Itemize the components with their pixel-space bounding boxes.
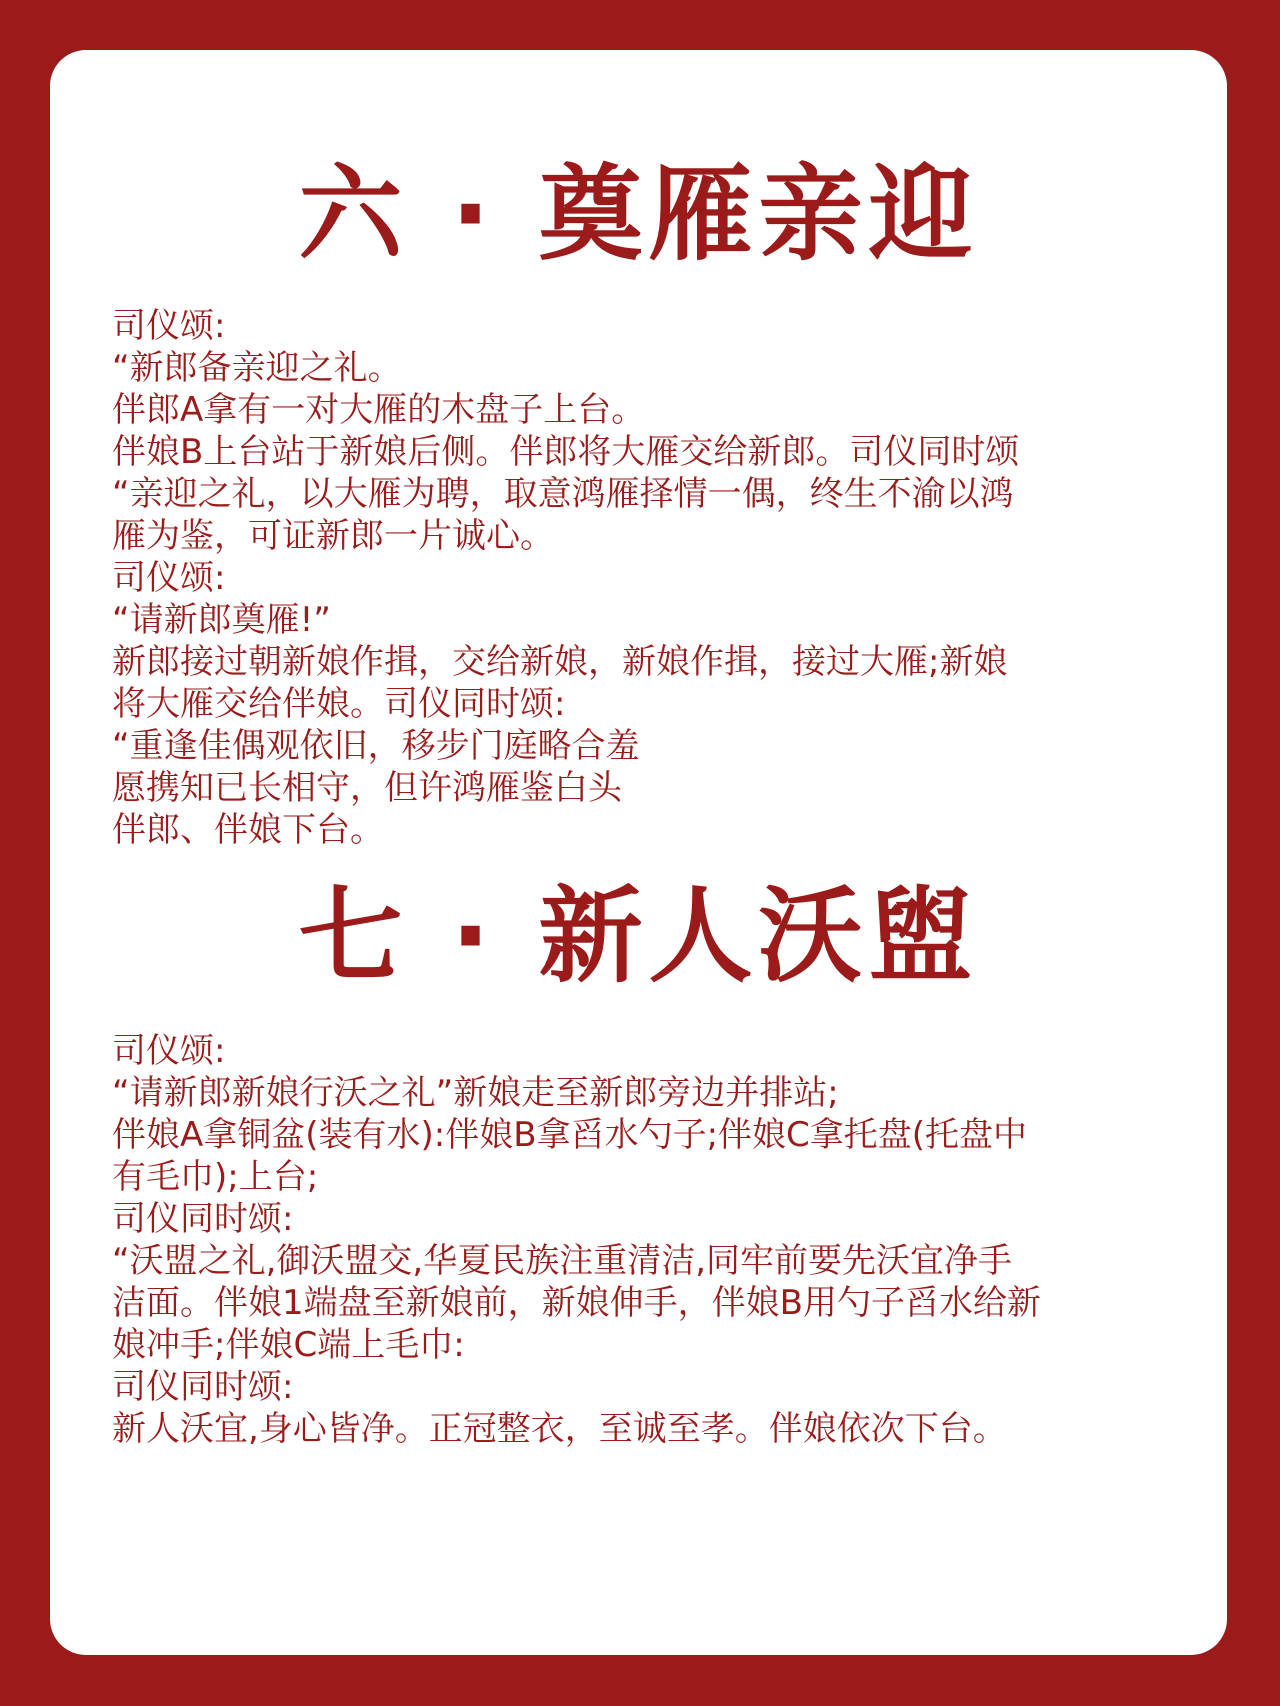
text-line: 伴娘A拿铜盆(装有水):伴娘B拿舀水勺子;伴娘C拿托盘(托盘中 bbox=[112, 1115, 1028, 1155]
section-title-1: 六 · 奠雁亲迎 bbox=[298, 153, 979, 275]
text-line: 愿携知已长相守，但许鸿雁鉴白头 bbox=[112, 768, 622, 808]
text-line: “亲迎之礼，以大雁为聘，取意鸿雁择情一偶，终生不渝以鸿 bbox=[112, 474, 1014, 514]
text-line: 有毛巾);上台; bbox=[112, 1157, 319, 1197]
text-line: “新郎备亲迎之礼。 bbox=[112, 348, 402, 388]
text-line: “沃盟之礼,御沃盟交,华夏民族注重清洁,同牢前要先沃宜净手 bbox=[112, 1241, 1013, 1281]
text-line: “请新郎奠雁!” bbox=[112, 600, 331, 640]
text-line: 司仪同时颂: bbox=[112, 1367, 294, 1407]
text-line: 新郎接过朝新娘作揖，交给新娘，新娘作揖，接过大雁;新娘 bbox=[112, 642, 1008, 682]
text-line: 司仪颂: bbox=[112, 1031, 226, 1071]
text-line: 雁为鉴，可证新郎一片诚心。 bbox=[112, 516, 554, 556]
section-body-1 bbox=[112, 305, 1172, 851]
text-line: 伴郎、伴娘下台。 bbox=[112, 810, 384, 850]
text-line: 司仪颂: bbox=[112, 306, 226, 346]
text-line: 伴郎A拿有一对大雁的木盘子上台。 bbox=[112, 390, 646, 430]
text-line: 娘冲手;伴娘C端上毛巾: bbox=[112, 1325, 465, 1365]
text-line: 洁面。伴娘1端盘至新娘前，新娘伸手，伴娘B用勺子舀水给新 bbox=[112, 1283, 1041, 1323]
text-line: “请新郎新娘行沃之礼”新娘走至新郎旁边并排站; bbox=[112, 1073, 839, 1113]
text-line: 将大雁交给伴娘。司仪同时颂: bbox=[112, 684, 566, 724]
text-line: 司仪颂: bbox=[112, 558, 226, 598]
section-title-2: 七 · 新人沃盥 bbox=[298, 875, 979, 997]
text-line: 司仪同时颂: bbox=[112, 1199, 294, 1239]
section-body-2 bbox=[112, 1030, 1172, 1450]
text-line: 伴娘B上台站于新娘后侧。伴郎将大雁交给新郎。司仪同时颂 bbox=[112, 432, 1020, 472]
content-card bbox=[50, 50, 1227, 1655]
text-line: “重逢佳偶观依旧，移步门庭略合羞 bbox=[112, 726, 640, 766]
text-line: 新人沃宜,身心皆净。正冠整衣，至诚至孝。伴娘依次下台。 bbox=[112, 1409, 1007, 1449]
